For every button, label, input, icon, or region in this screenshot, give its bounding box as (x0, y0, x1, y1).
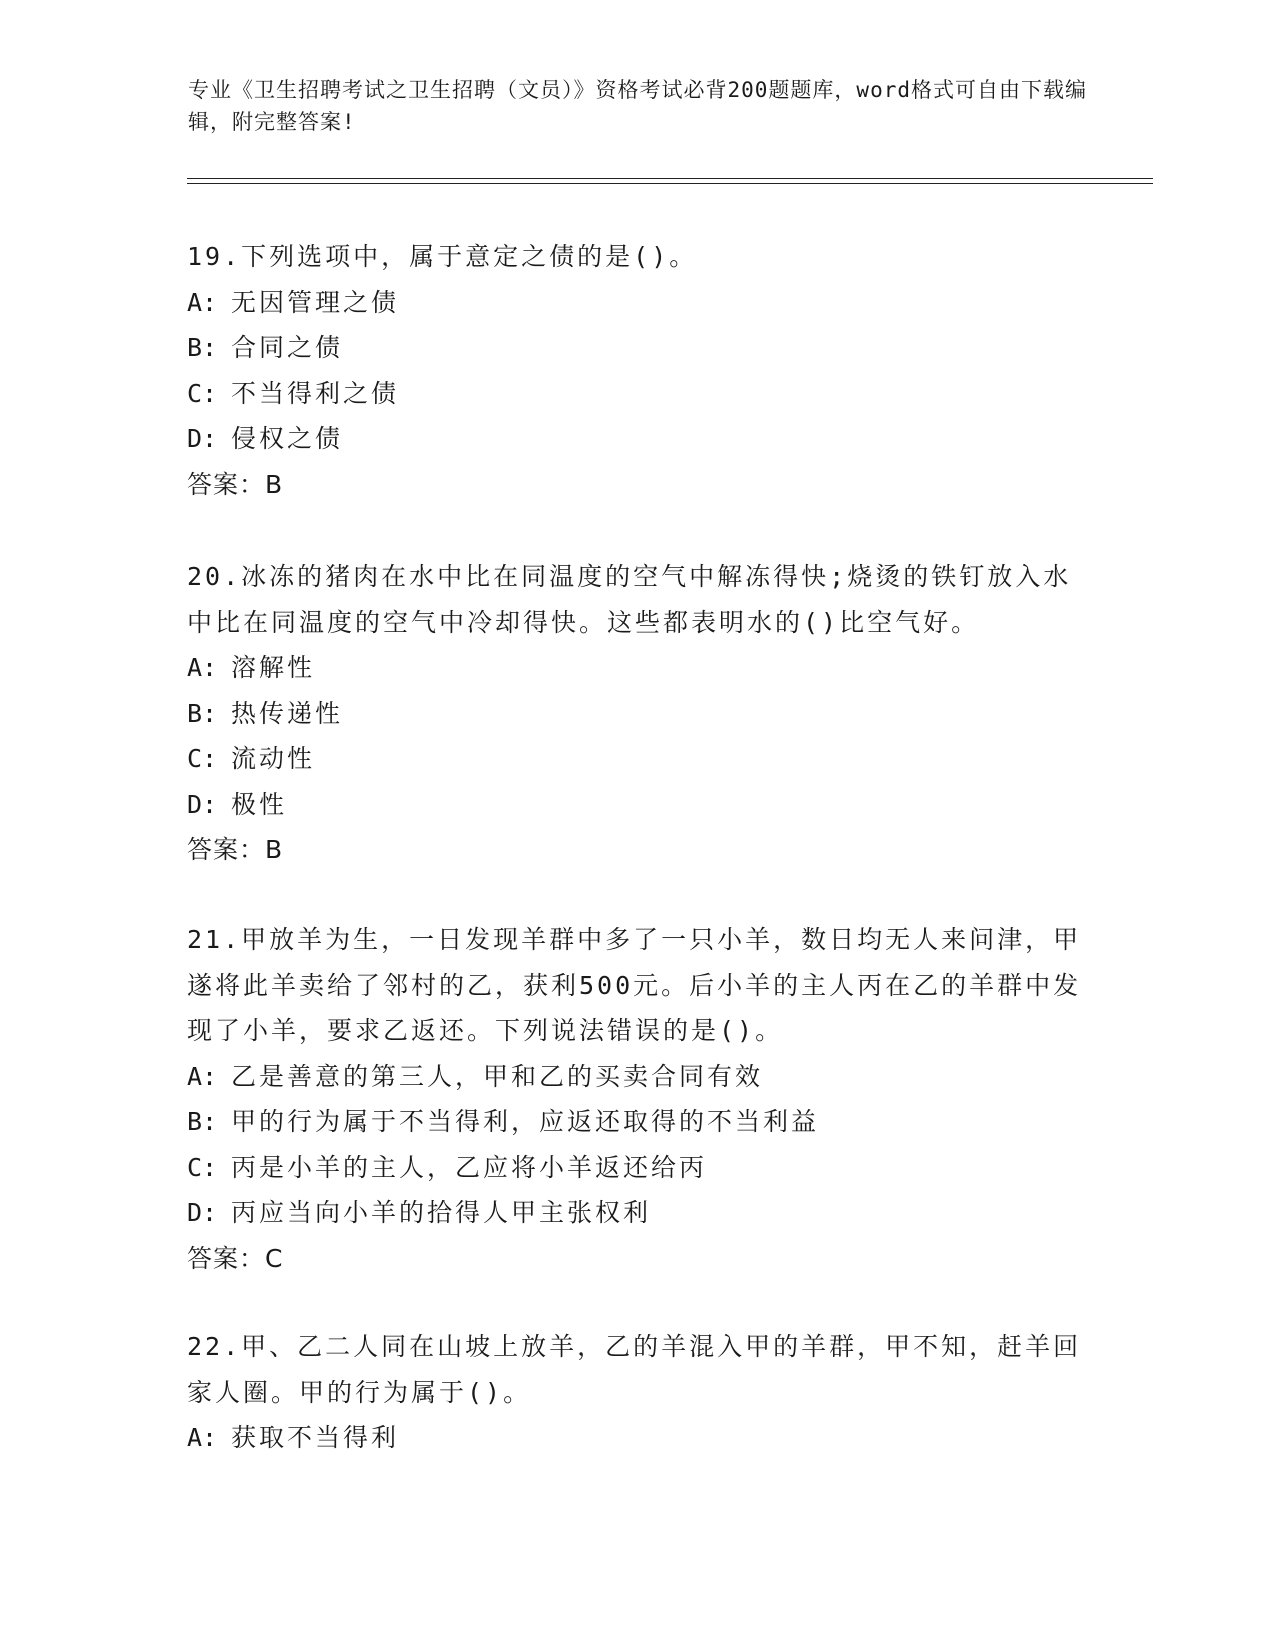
answer-value: C (265, 1243, 284, 1273)
option-text: 热传递性 (231, 698, 344, 728)
option-label: B: (187, 698, 218, 728)
option-a (187, 1415, 1087, 1461)
option-label: D: (187, 1198, 218, 1227)
option-label: D: (187, 424, 218, 453)
option-list (187, 1415, 1087, 1461)
option-text: 极性 (231, 789, 288, 819)
question-19 (187, 234, 1087, 507)
question-text: 21.甲放羊为生，一日发现羊群中多了一只小羊，数日均无人来问津，甲遂将此羊卖给了邻村的乙，获利500元。后小羊的主人丙在乙的羊群中发现了小羊，要求乙返还。下列说法错误的是()。 (187, 925, 1082, 1045)
option-text: 乙是善意的第三人，甲和乙的买卖合同有效 (231, 1061, 764, 1091)
option-text: 丙应当向小羊的拾得人甲主张权利 (231, 1198, 652, 1227)
option-c (187, 371, 1087, 417)
option-label: A: (187, 1061, 218, 1091)
option-text: 无因管理之债 (231, 287, 400, 317)
answer-value: B (265, 469, 284, 499)
option-list (187, 645, 1087, 827)
option-d (187, 782, 1087, 828)
option-a (187, 1054, 1087, 1100)
document-header-title: 专业《卫生招聘考试之卫生招聘（文员）》资格考试必背200题题库，word格式可自由下载编辑，附完整答案! (188, 78, 1087, 134)
option-text: 溶解性 (231, 653, 316, 682)
option-label: D: (187, 789, 218, 819)
option-text: 获取不当得利 (231, 1423, 400, 1452)
option-label: A: (187, 1423, 218, 1452)
option-b (187, 691, 1087, 737)
option-text: 不当得利之债 (231, 378, 400, 408)
option-list (187, 280, 1087, 462)
option-text: 丙是小羊的主人，乙应将小羊返还给丙 (231, 1152, 708, 1182)
option-text: 合同之债 (231, 333, 344, 362)
answer-prefix: 答案： (187, 1243, 266, 1273)
option-c (187, 1145, 1087, 1191)
option-b (187, 1099, 1087, 1145)
option-d (187, 1190, 1087, 1236)
answer-value: B (265, 835, 284, 864)
option-label: A: (187, 287, 218, 317)
option-label: B: (187, 1107, 218, 1136)
option-a (187, 645, 1087, 691)
answer-line (187, 1236, 1087, 1282)
option-c (187, 736, 1087, 782)
answer-line (187, 462, 1087, 508)
answer-line (187, 827, 1087, 873)
option-label: C: (187, 1152, 218, 1182)
answer-prefix: 答案： (187, 835, 266, 864)
answer-prefix: 答案： (187, 469, 266, 499)
header-divider-bottom (187, 183, 1153, 184)
option-text: 流动性 (231, 744, 316, 773)
option-label: B: (187, 333, 218, 362)
header-divider-top (187, 178, 1153, 179)
option-b (187, 325, 1087, 371)
option-label: A: (187, 653, 218, 682)
question-20 (187, 554, 1087, 873)
option-text: 侵权之债 (231, 424, 344, 453)
option-label: C: (187, 744, 218, 773)
option-a (187, 280, 1087, 326)
question-text: 22.甲、乙二人同在山坡上放羊，乙的羊混入甲的羊群，甲不知，赶羊回家人圈。甲的行为属于()。 (187, 1332, 1082, 1407)
question-text: 19.下列选项中，属于意定之债的是()。 (187, 242, 698, 271)
option-list (187, 1054, 1087, 1236)
question-text: 20.冰冻的猪肉在水中比在同温度的空气中解冻得快;烧烫的铁钉放入水中比在同温度的空气中冷却得快。这些都表明水的()比空气好。 (187, 562, 1072, 637)
option-label: C: (187, 378, 218, 408)
option-d (187, 416, 1087, 462)
question-22 (187, 1324, 1087, 1461)
option-text: 甲的行为属于不当得利，应返还取得的不当利益 (231, 1107, 820, 1136)
question-21 (187, 917, 1087, 1281)
